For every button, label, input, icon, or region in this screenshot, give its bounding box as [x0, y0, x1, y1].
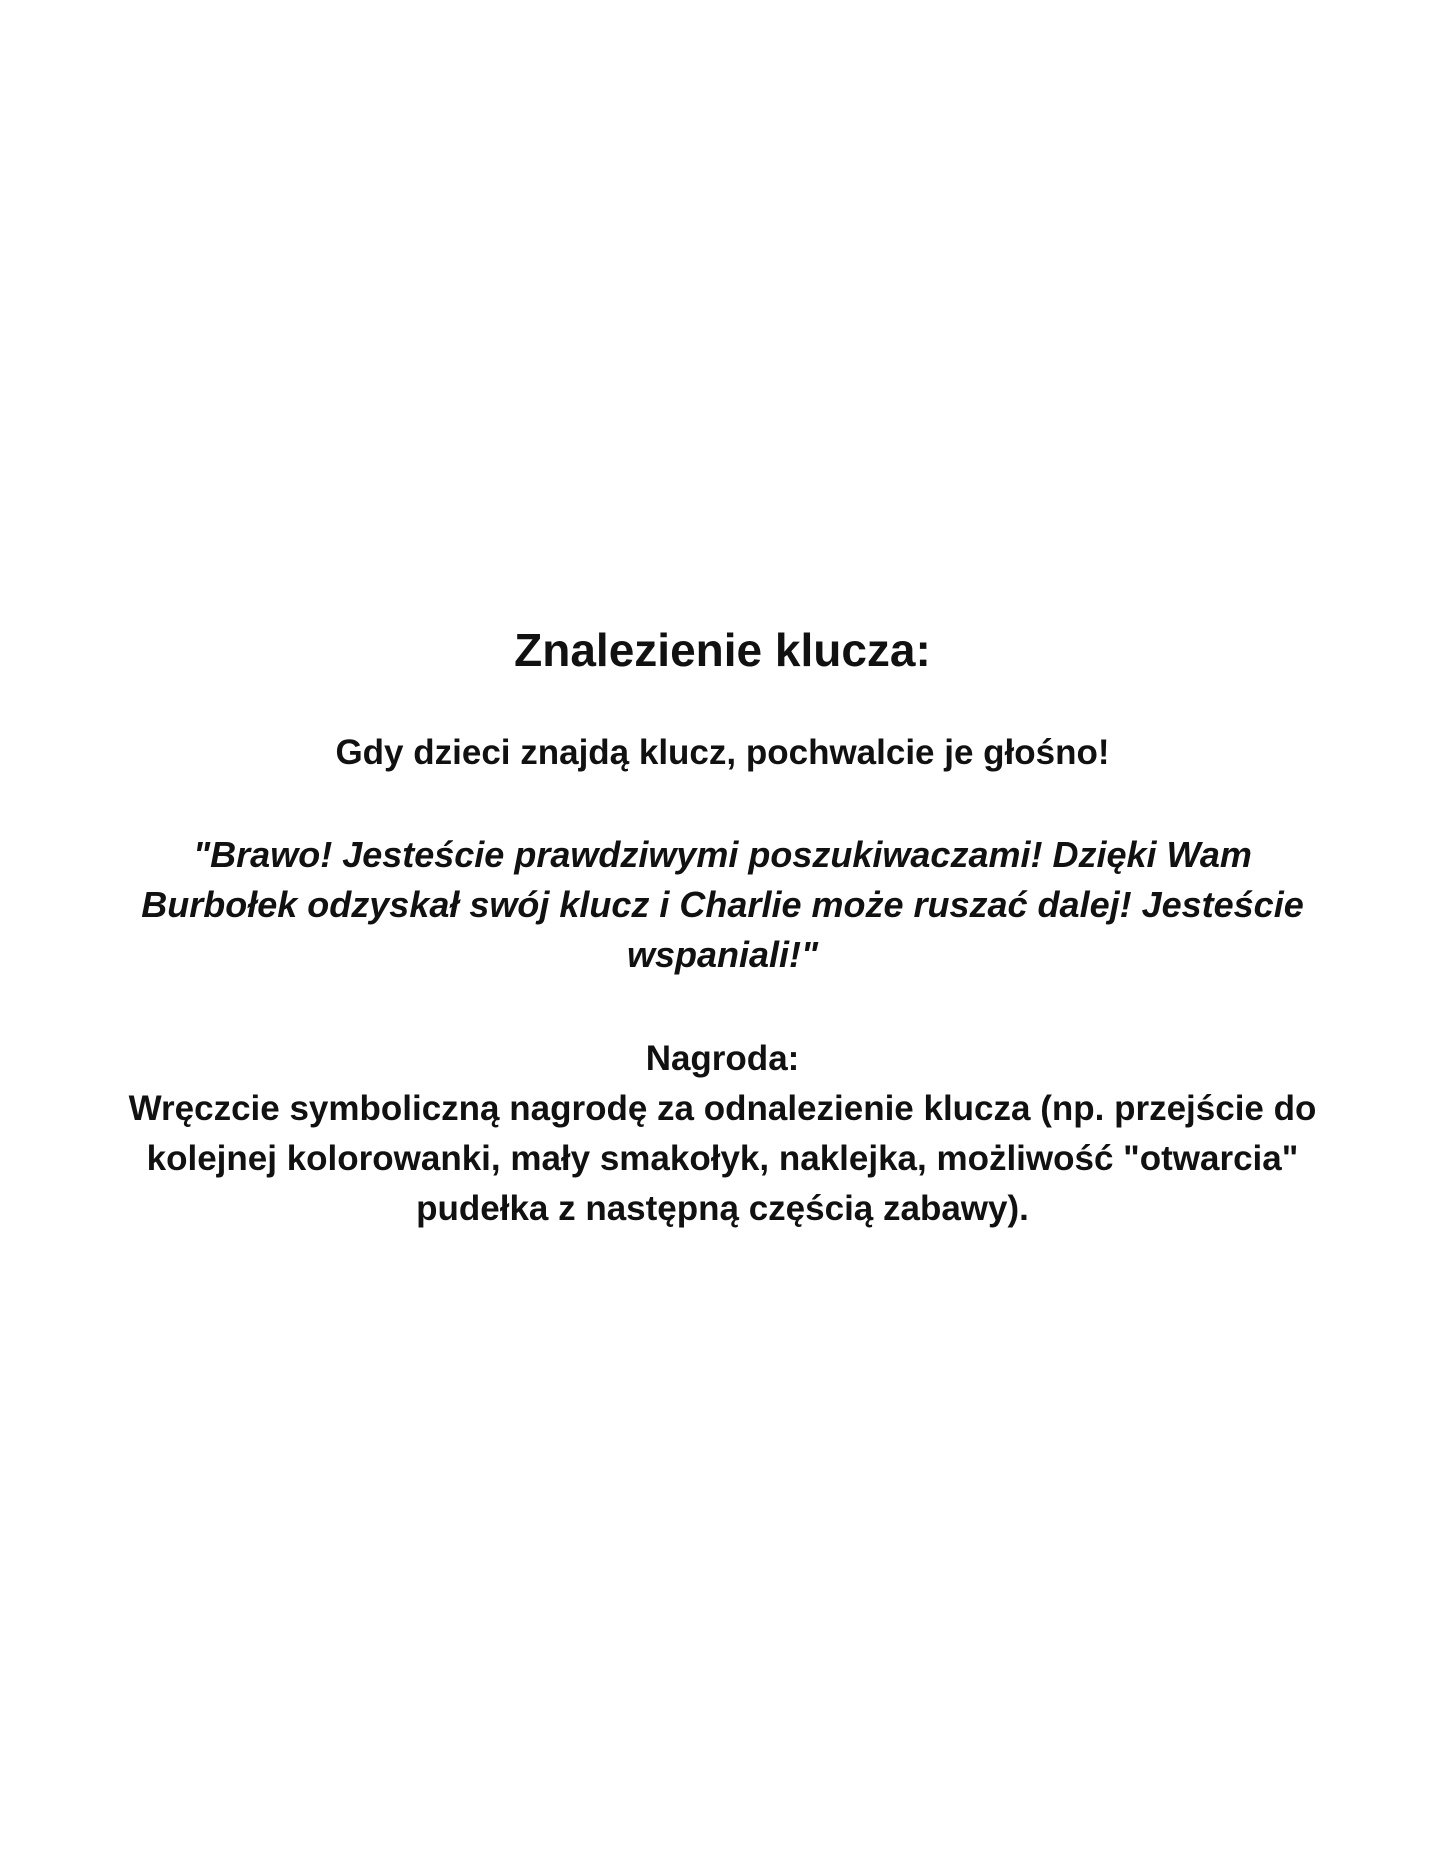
quote-line: Burbołek odzyskał swój klucz i Charlie może ruszać dalej! Jesteście — [141, 884, 1304, 925]
quote-paragraph — [60, 830, 1385, 980]
quote-line: "Brawo! Jesteście prawdziwymi poszukiwaczami! Dzięki Wam — [193, 834, 1252, 875]
reward-line: kolejnej kolorowanki, mały smakołyk, naklejka, możliwość "otwarcia" — [146, 1139, 1299, 1178]
page-title: Znalezienie klucza: — [514, 624, 931, 676]
reward-paragraph — [60, 1084, 1385, 1234]
quote-line: wspaniali!" — [626, 934, 819, 975]
intro-paragraph: Gdy dzieci znajdą klucz, pochwalcie je głośno! — [335, 733, 1110, 772]
reward-heading: Nagroda: — [645, 1039, 800, 1078]
reward-line: Wręczcie symboliczną nagrodę za odnalezienie klucza (np. przejście do — [128, 1089, 1317, 1128]
reward-line: pudełka z następną częścią zabawy). — [416, 1189, 1029, 1228]
document-content — [60, 618, 1385, 1234]
